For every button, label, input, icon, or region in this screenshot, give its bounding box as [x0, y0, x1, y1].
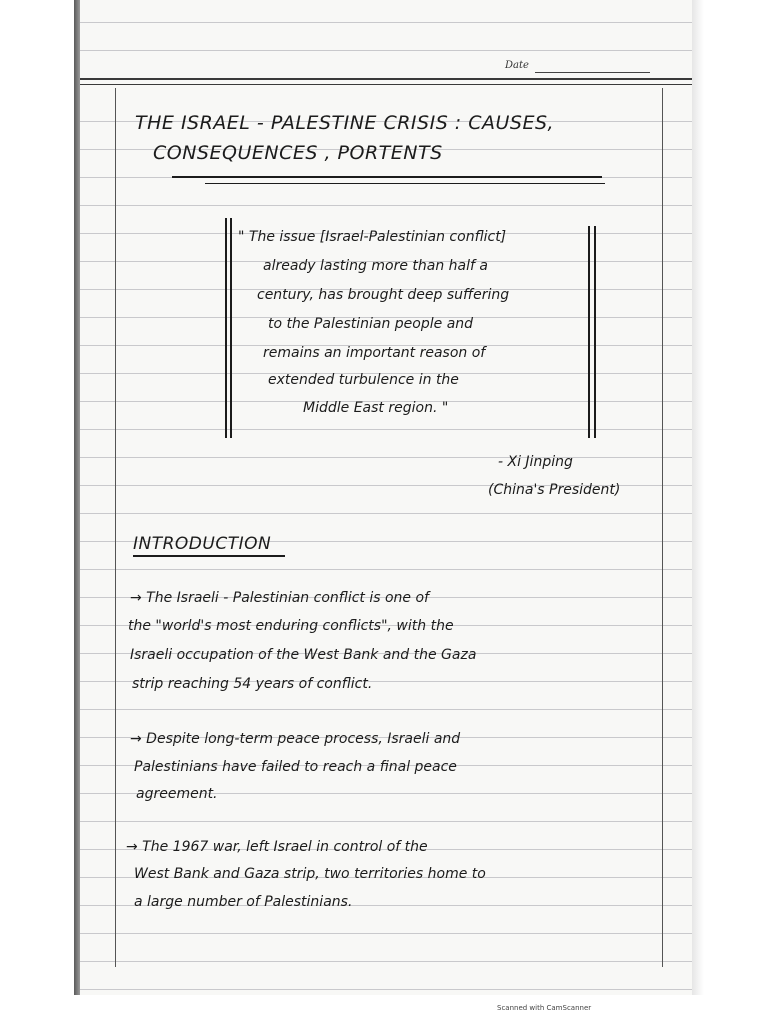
paragraph-2-line-1: → Despite long-term peace process, Israeli and — [130, 731, 461, 747]
top-rule-secondary — [80, 84, 692, 85]
paragraph-3-line-3: a large number of Palestinians. — [134, 894, 353, 910]
right-margin-line — [662, 88, 663, 967]
date-label: Date — [505, 60, 529, 71]
page-right-shadow — [692, 0, 704, 995]
title-underline-2 — [205, 183, 605, 184]
paragraph-3-line-1: → The 1967 war, left Israel in control of the — [126, 839, 428, 855]
paragraph-2-line-2: Palestinians have failed to reach a final peace — [134, 759, 457, 775]
quote-line-4: to the Palestinian people and — [268, 316, 474, 332]
attribution-role: (China's President) — [488, 482, 621, 498]
title-line-2: CONSEQUENCES , PORTENTS — [153, 142, 443, 164]
scanner-watermark: Scanned with CamScanner — [497, 1004, 592, 1012]
paragraph-1-line-4: strip reaching 54 years of conflict. — [132, 676, 373, 692]
paragraph-2-line-3: agreement. — [136, 786, 218, 802]
quote-line-5: remains an important reason of — [263, 345, 486, 361]
paragraph-1-line-3: Israeli occupation of the West Bank and the Gaza — [130, 647, 477, 663]
quote-line-1: " The issue [Israel-Palestinian conflict] — [238, 229, 507, 245]
top-rule — [80, 78, 692, 80]
title-line-1: THE ISRAEL - PALESTINE CRISIS : CAUSES, — [135, 112, 555, 134]
quote-line-3: century, has brought deep suffering — [257, 287, 510, 303]
paragraph-3-line-2: West Bank and Gaza strip, two territories home to — [134, 866, 486, 882]
paragraph-1-line-2: the "world's most enduring conflicts", with the — [128, 618, 454, 634]
quote-line-2: already lasting more than half a — [263, 258, 488, 274]
quote-bar-left-2 — [230, 218, 232, 438]
quote-bar-right-2 — [594, 226, 596, 438]
quote-bar-left-1 — [225, 218, 227, 438]
attribution-name: - Xi Jinping — [498, 454, 573, 470]
quote-bar-right-1 — [588, 226, 590, 438]
title-underline-1 — [172, 176, 602, 178]
date-line — [535, 72, 650, 73]
quote-line-7: Middle East region. " — [303, 400, 449, 416]
scan-left-edge — [0, 0, 74, 1000]
introduction-heading: INTRODUCTION — [133, 534, 272, 554]
notebook-page — [80, 0, 692, 995]
quote-line-6: extended turbulence in the — [268, 372, 459, 388]
paragraph-1-line-1: → The Israeli - Palestinian conflict is one of — [130, 590, 429, 606]
introduction-underline — [133, 555, 285, 557]
left-margin-line — [115, 88, 116, 967]
